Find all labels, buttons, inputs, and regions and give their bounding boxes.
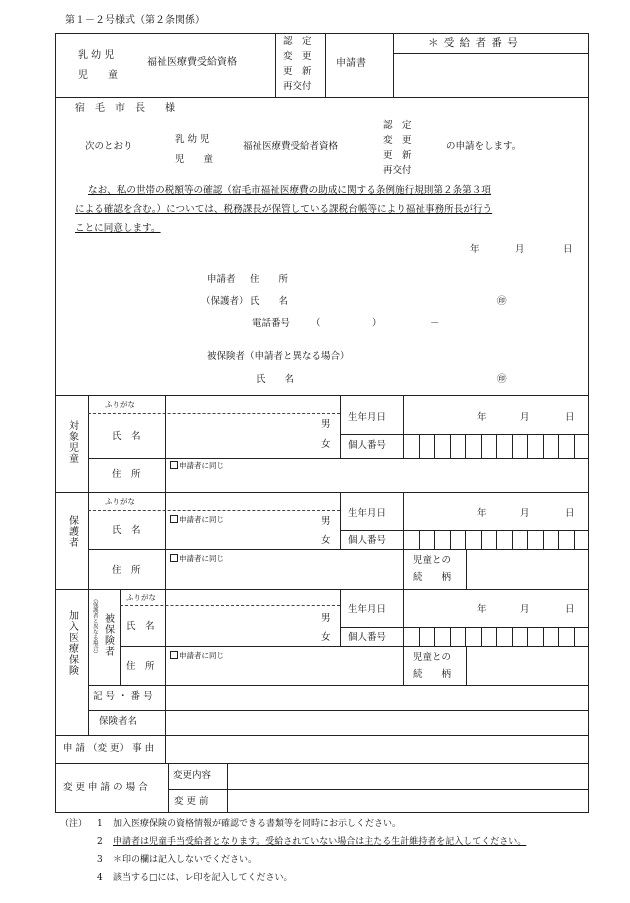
address-to: 宿 毛 市 長 様 <box>75 103 175 114</box>
insurance-relation-label-1: 児童との <box>413 652 452 663</box>
insured-note: （保護者と異なる場合） <box>91 596 98 657</box>
request-infant: 乳 幼 児 <box>175 134 210 145</box>
insurance-male[interactable]: 男 <box>321 613 331 624</box>
insurance-name-field[interactable] <box>166 608 316 644</box>
form-number: 第１－２号様式（第２条関係） <box>65 15 205 26</box>
applicant-phone-label: 電話番号 <box>252 318 291 329</box>
header-application: 申請書 <box>336 58 366 69</box>
consent-line-2: による確認を含む。）については、税務課長が保管している課税台帳等により福祉事務所長が行う <box>75 204 493 215</box>
child-personal-no-grid[interactable] <box>403 434 589 458</box>
note-3-num: 3 <box>97 855 103 865</box>
guardian-relation-label-2: 続 柄 <box>413 572 452 583</box>
note-4-num: 4 <box>97 873 103 883</box>
reason-label: 申 請 （変 更） 事 由 <box>63 743 155 754</box>
note-1-text: 加入医療保険の資格情報が確認できる書類等を同時にお示しください。 <box>113 819 402 829</box>
header-type-3: 更 新 <box>283 66 312 77</box>
guardian-same-label: 申請者に同じ <box>179 515 224 524</box>
guardian-furigana-label: ふりがな <box>105 497 135 506</box>
request-lead: 次のとおり <box>85 141 133 152</box>
guardian-personal-no-grid[interactable] <box>403 530 589 549</box>
guardian-address-label: 住 所 <box>112 565 141 576</box>
child-birth-year[interactable]: 年 <box>477 412 487 423</box>
insurance-address-same-label: 申請者に同じ <box>179 651 224 660</box>
insurance-address-label: 住 所 <box>126 661 155 672</box>
change-label: 変 更 申 請 の 場 合 <box>63 782 148 793</box>
recipient-number-field[interactable] <box>395 55 587 95</box>
checkbox-icon[interactable] <box>170 651 178 659</box>
guardian-same-as-applicant[interactable] <box>170 515 224 524</box>
date-day: 日 <box>563 244 573 255</box>
header-infant: 乳 幼 児 <box>78 50 115 61</box>
section-child-title: 対象児童 <box>66 420 78 464</box>
child-personal-no-label: 個人番号 <box>348 440 387 451</box>
child-furigana-label: ふりがな <box>105 400 135 409</box>
insurance-relation-field[interactable] <box>467 648 587 683</box>
request-tail: の申請をします。 <box>446 141 522 152</box>
insurance-furigana-label: ふりがな <box>126 593 156 602</box>
child-same-label: 申請者に同じ <box>179 461 224 470</box>
symbol-number-label: 記 号 ・ 番 号 <box>93 691 153 702</box>
child-address-label: 住 所 <box>112 469 141 480</box>
request-type-1: 認 定 <box>383 120 412 131</box>
date-month: 月 <box>515 244 525 255</box>
header-child: 児 童 <box>78 70 118 81</box>
header-type-2: 変 更 <box>283 51 312 62</box>
insured-holder-seal: ㊞ <box>497 374 507 385</box>
child-name-label: 氏 名 <box>112 431 141 442</box>
child-male[interactable]: 男 <box>321 419 331 430</box>
recipient-number-label: ＊ 受 給 者 番 号 <box>428 37 519 49</box>
symbol-number-field[interactable] <box>166 687 587 708</box>
date-year: 年 <box>470 244 480 255</box>
child-birth-month[interactable]: 月 <box>520 412 530 423</box>
request-child: 児 童 <box>175 154 214 165</box>
guardian-address-same-label: 申請者に同じ <box>179 554 224 563</box>
change-before-label: 変 更 前 <box>174 796 209 807</box>
consent-line-3: ことに同意します。 <box>75 223 161 234</box>
guardian-name-label: 氏 名 <box>112 525 141 536</box>
insurer-name-field[interactable] <box>166 712 587 733</box>
phone-paren-open: （ <box>311 318 321 329</box>
insurance-name-label: 氏 名 <box>126 621 155 632</box>
child-birth-label: 生年月日 <box>348 412 387 423</box>
applicant-guardian-label: （保護者） <box>201 296 249 307</box>
section-insurance-title: 加入医療保険 <box>66 610 78 676</box>
guardian-male[interactable]: 男 <box>321 516 331 527</box>
guardian-personal-no-label: 個人番号 <box>348 535 387 546</box>
request-type-3: 更 新 <box>383 150 412 161</box>
insurance-furigana-field[interactable] <box>166 591 339 604</box>
change-content-label: 変更内容 <box>173 770 212 781</box>
applicant-label: 申請者 <box>207 274 236 285</box>
reason-field[interactable] <box>166 737 587 761</box>
insurance-birth-day[interactable]: 日 <box>565 604 575 615</box>
insured-holder-label: 被保険者（申請者と異なる場合） <box>207 351 350 362</box>
applicant-name-label: 氏 名 <box>250 296 289 307</box>
insurance-personal-no-label: 個人番号 <box>348 632 387 643</box>
child-furigana-field[interactable] <box>166 397 339 412</box>
guardian-address-same[interactable] <box>170 554 224 563</box>
request-qualification: 福祉医療費受給者資格 <box>243 141 339 152</box>
note-mark: （注） <box>60 819 88 829</box>
insurance-birth-label: 生年月日 <box>348 604 387 615</box>
insurance-address-same[interactable] <box>170 651 224 660</box>
child-birth-day[interactable]: 日 <box>565 412 575 423</box>
header-qualification: 福祉医療費受給資格 <box>147 57 237 68</box>
checkbox-icon[interactable] <box>170 515 178 523</box>
consent-line-1: なお、私の世帯の税額等の確認（宿毛市福祉医療費の助成に関する条例施行規則第２条第３項 <box>88 185 491 196</box>
child-name-field[interactable] <box>166 415 316 456</box>
guardian-birth-year[interactable]: 年 <box>477 508 487 519</box>
section-guardian-title: 保護者 <box>66 515 78 548</box>
note-3-text: ＊印の欄は記入しないでください。 <box>113 855 258 865</box>
insurance-personal-no-grid[interactable] <box>403 627 589 646</box>
insurer-name-label: 保険者名 <box>99 716 138 727</box>
checkbox-icon[interactable] <box>170 461 178 469</box>
child-same-as-applicant[interactable] <box>170 461 224 470</box>
guardian-birth-label: 生年月日 <box>348 508 387 519</box>
insured-label: 被保険者 <box>102 613 114 657</box>
note-1-num: 1 <box>97 819 103 829</box>
header-type-4: 再交付 <box>283 81 312 92</box>
insurance-birth-year[interactable]: 年 <box>477 604 487 615</box>
guardian-female[interactable]: 女 <box>321 535 331 546</box>
guardian-birth-month[interactable]: 月 <box>520 508 530 519</box>
guardian-furigana-field[interactable] <box>166 494 339 509</box>
insurance-relation-label-2: 続 柄 <box>413 669 452 680</box>
insurance-birth-month[interactable]: 月 <box>520 604 530 615</box>
guardian-birth-day[interactable]: 日 <box>565 508 575 519</box>
insurance-female[interactable]: 女 <box>321 632 331 643</box>
note-2-text: 申請者は児童手当受給者となります。受給されていない場合は主たる生計維持者を記入してください。 <box>113 837 527 847</box>
header-type-1: 認 定 <box>283 36 312 47</box>
change-before-field[interactable] <box>229 791 587 811</box>
phone-dash: － <box>430 318 440 329</box>
checkbox-icon[interactable] <box>170 554 178 562</box>
phone-paren-close: ） <box>372 318 382 329</box>
applicant-seal: ㊞ <box>497 296 507 307</box>
request-type-4: 再交付 <box>383 165 412 176</box>
guardian-relation-field[interactable] <box>467 551 587 587</box>
note-2-num: 2 <box>97 837 103 847</box>
note-4-text: 該当する□には、レ印を記入してください。 <box>113 873 293 883</box>
request-type-2: 変 更 <box>383 135 412 146</box>
applicant-address-label: 住 所 <box>250 274 289 285</box>
child-address-field[interactable] <box>166 472 586 490</box>
guardian-relation-label-1: 児童との <box>413 555 452 566</box>
change-content-field[interactable] <box>229 765 587 787</box>
child-female[interactable]: 女 <box>321 439 331 450</box>
insured-holder-name-label: 氏 名 <box>256 374 295 385</box>
